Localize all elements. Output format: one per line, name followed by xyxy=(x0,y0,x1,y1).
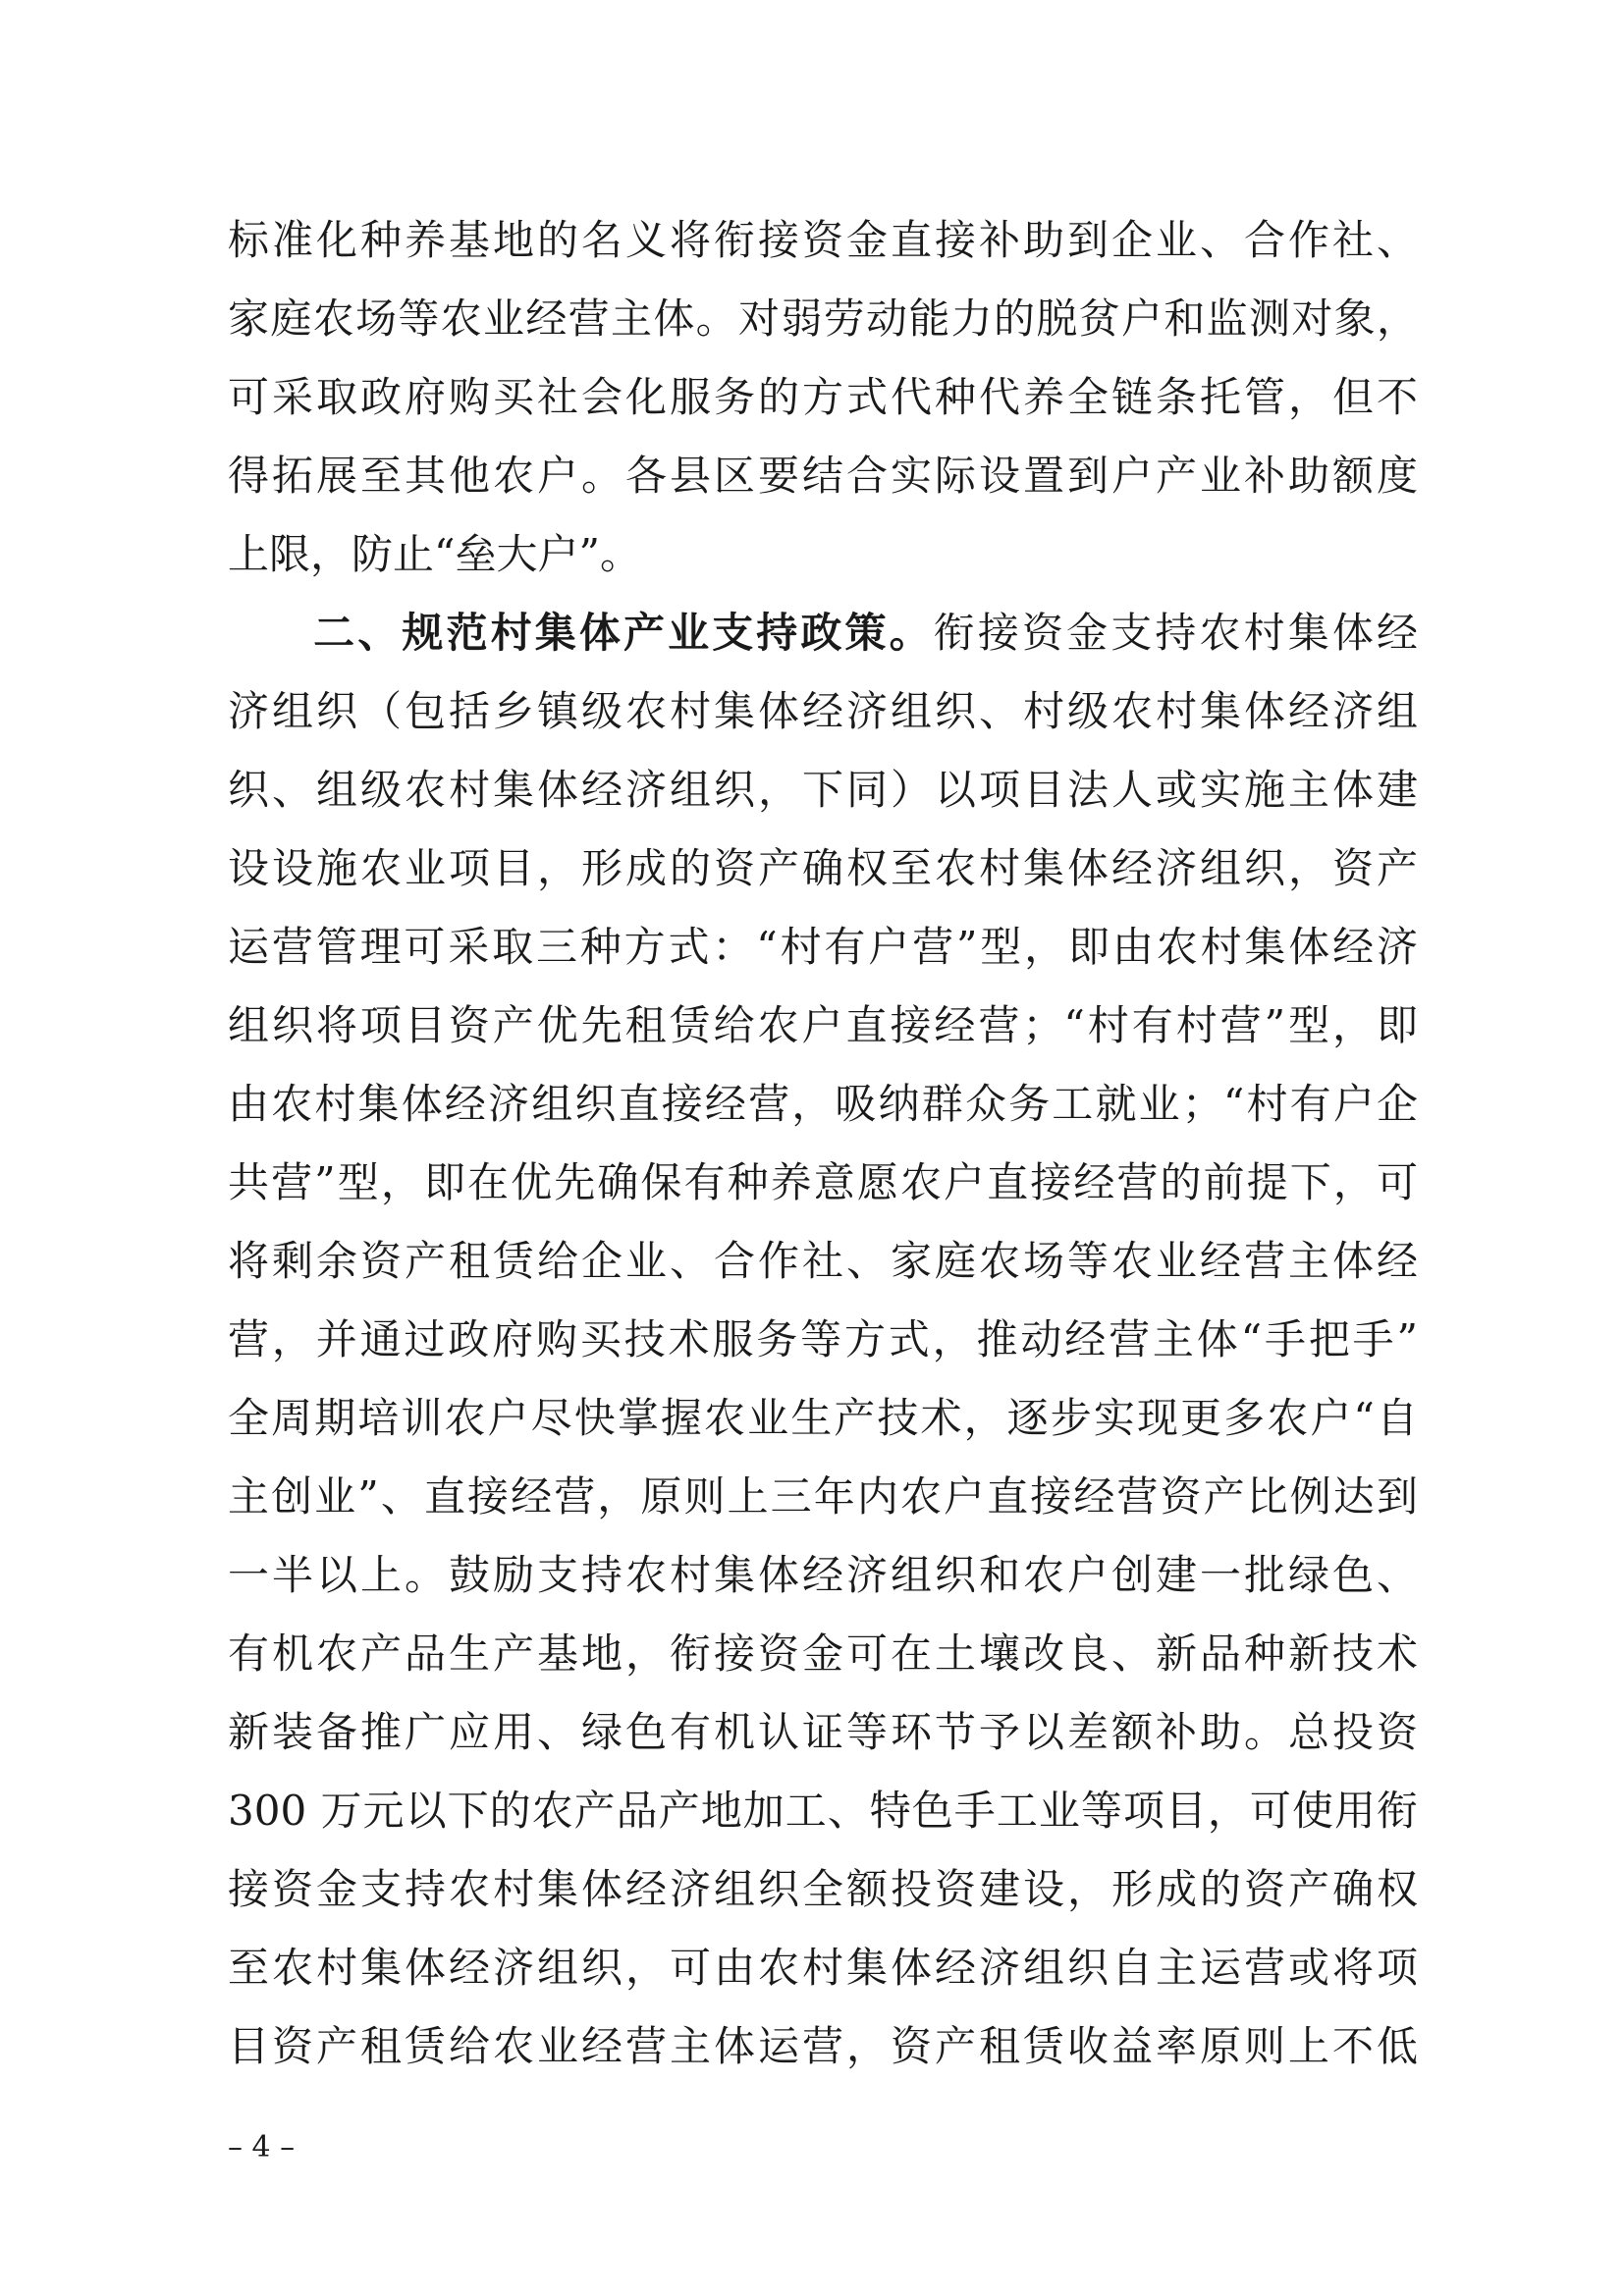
text-line-8: 织、组级农村集体经济组织，下同）以项目法人或实施主体建 xyxy=(228,766,1418,814)
text-line-12: 由农村集体经济组织直接经营，吸纳群众务工就业；“村有户企 xyxy=(228,1080,1418,1128)
section-heading: 二、规范村集体产业支持政策。 xyxy=(310,609,934,657)
text-line-5: 上限，防止“垒大户”。 xyxy=(228,530,641,578)
text-line-6 xyxy=(228,594,1418,672)
text-line-19: 有机农产品生产基地，衔接资金可在土壤改良、新品种新技术 xyxy=(228,1629,1418,1678)
text-line-24: 目资产租赁给农业经营主体运营，资产租赁收益率原则上不低 xyxy=(228,2022,1418,2070)
text-line-10: 运营管理可采取三种方式：“村有户营”型，即由农村集体经济 xyxy=(228,923,1418,971)
text-line-13: 共营”型，即在优先确保有种养意愿农户直接经营的前提下，可 xyxy=(228,1158,1418,1206)
text-line-15: 营，并通过政府购买技术服务等方式，推动经营主体“手把手” xyxy=(228,1315,1418,1363)
text-line-11: 组织将项目资产优先租赁给农户直接经营；“村有村营”型，即 xyxy=(228,1001,1418,1049)
text-line-14: 将剩余资产租赁给企业、合作社、家庭农场等农业经营主体经 xyxy=(228,1237,1418,1285)
text-line-16: 全周期培训农户尽快掌握农业生产技术，逐步实现更多农户“自 xyxy=(228,1394,1418,1442)
text-line-18: 一半以上。鼓励支持农村集体经济组织和农户创建一批绿色、 xyxy=(228,1551,1418,1599)
text-line-2: 家庭农场等农业经营主体。对弱劳动能力的脱贫户和监测对象， xyxy=(228,294,1418,343)
text-line-20: 新装备推广应用、绿色有机认证等环节予以差额补助。总投资 xyxy=(228,1708,1418,1756)
text-line-6-body: 衔接资金支持农村集体经 xyxy=(933,609,1418,657)
page-number: – 4 – xyxy=(228,2130,296,2164)
text-line-9: 设设施农业项目，形成的资产确权至农村集体经济组织，资产 xyxy=(228,844,1418,892)
text-line-4: 得拓展至其他农户。各县区要结合实际设置到户产业补助额度 xyxy=(228,452,1418,500)
body-text xyxy=(228,201,1418,2086)
text-line-1: 标准化种养基地的名义将衔接资金直接补助到企业、合作社、 xyxy=(228,216,1418,264)
text-line-23: 至农村集体经济组织，可由农村集体经济组织自主运营或将项 xyxy=(228,1944,1418,1992)
text-line-22: 接资金支持农村集体经济组织全额投资建设，形成的资产确权 xyxy=(228,1865,1418,1913)
text-line-7: 济组织（包括乡镇级农村集体经济组织、村级农村集体经济组 xyxy=(228,687,1418,735)
text-line-17: 主创业”、直接经营，原则上三年内农户直接经营资产比例达到 xyxy=(228,1472,1418,1521)
text-line-3: 可采取政府购买社会化服务的方式代种代养全链条托管，但不 xyxy=(228,373,1418,421)
text-line-21: 300 万元以下的农产品产地加工、特色手工业等项目，可使用衔 xyxy=(228,1787,1418,1835)
